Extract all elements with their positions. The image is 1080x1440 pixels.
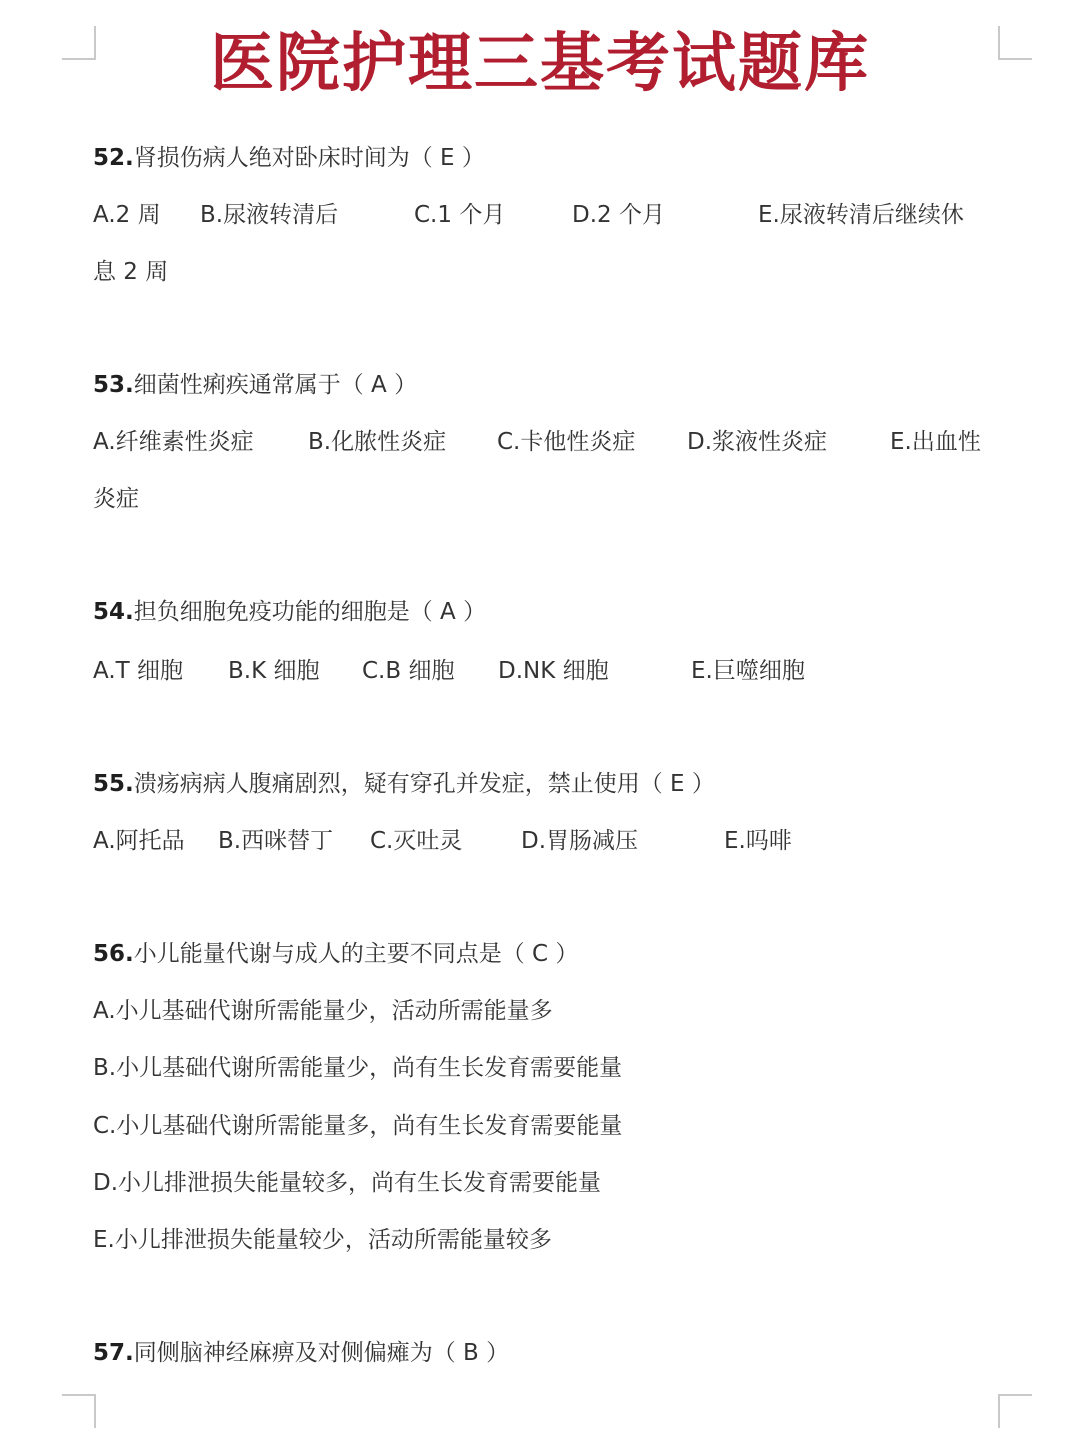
question-55 [93, 768, 715, 800]
option-b: B.尿液转清后 [200, 202, 339, 228]
page-title: 医院护理三基考试题库 [210, 26, 870, 101]
option-c: C.B 细胞 [362, 658, 455, 684]
question-stem: 担负细胞免疫功能的细胞是（ A ） [133, 599, 487, 625]
option-d: D.浆液性炎症 [687, 429, 828, 455]
question-53 [93, 369, 417, 401]
question-number: 56. [93, 941, 134, 967]
option-e: E.巨噬细胞 [691, 658, 805, 684]
crop-mark-bottom-right [998, 1394, 1032, 1428]
crop-mark-bottom-left [62, 1394, 96, 1428]
option-c: C.灭吐灵 [370, 828, 463, 854]
question-stem: 细菌性痢疾通常属于（ A ） [133, 372, 418, 398]
option-d: D.2 个月 [572, 202, 665, 228]
option-e: E.尿液转清后继续休 [758, 202, 964, 228]
option-d: D.小儿排泄损失能量较多，尚有生长发育需要能量 [93, 1170, 602, 1196]
question-52 [93, 142, 485, 174]
option-d: D.NK 细胞 [498, 658, 609, 684]
option-b: B.K 细胞 [228, 658, 320, 684]
option-continuation: 炎症 [93, 486, 139, 512]
question-number: 55. [93, 771, 134, 797]
option-e: E.小儿排泄损失能量较少，活动所需能量较多 [93, 1227, 552, 1253]
option-continuation: 息 2 周 [93, 259, 169, 285]
option-a: A.小儿基础代谢所需能量少，活动所需能量多 [93, 998, 553, 1024]
option-b: B.化脓性炎症 [308, 429, 447, 455]
option-a: A.T 细胞 [93, 658, 184, 684]
question-number: 53. [93, 372, 134, 398]
option-a: A.纤维素性炎症 [93, 429, 254, 455]
question-number: 54. [93, 599, 134, 625]
question-stem: 小儿能量代谢与成人的主要不同点是（ C ） [133, 941, 579, 967]
option-a: A.2 周 [93, 202, 161, 228]
question-57 [93, 1337, 509, 1369]
question-54 [93, 596, 486, 628]
option-e: E.出血性 [890, 429, 981, 455]
option-c: C.1 个月 [414, 202, 506, 228]
question-stem: 溃疡病病人腹痛剧烈，疑有穿孔并发症，禁止使用（ E ） [133, 771, 715, 797]
option-b: B.小儿基础代谢所需能量少，尚有生长发育需要能量 [93, 1055, 623, 1081]
question-number: 57. [93, 1340, 134, 1366]
option-e: E.吗啡 [724, 828, 792, 854]
option-a: A.阿托品 [93, 828, 185, 854]
question-stem: 同侧脑神经麻痹及对侧偏瘫为（ B ） [133, 1340, 510, 1366]
question-number: 52. [93, 145, 134, 171]
option-c: C.卡他性炎症 [497, 429, 636, 455]
question-stem: 肾损伤病人绝对卧床时间为（ E ） [133, 145, 485, 171]
option-d: D.胃肠减压 [521, 828, 639, 854]
option-b: B.西咪替丁 [218, 828, 334, 854]
question-56 [93, 938, 578, 970]
option-c: C.小儿基础代谢所需能量多，尚有生长发育需要能量 [93, 1113, 623, 1139]
